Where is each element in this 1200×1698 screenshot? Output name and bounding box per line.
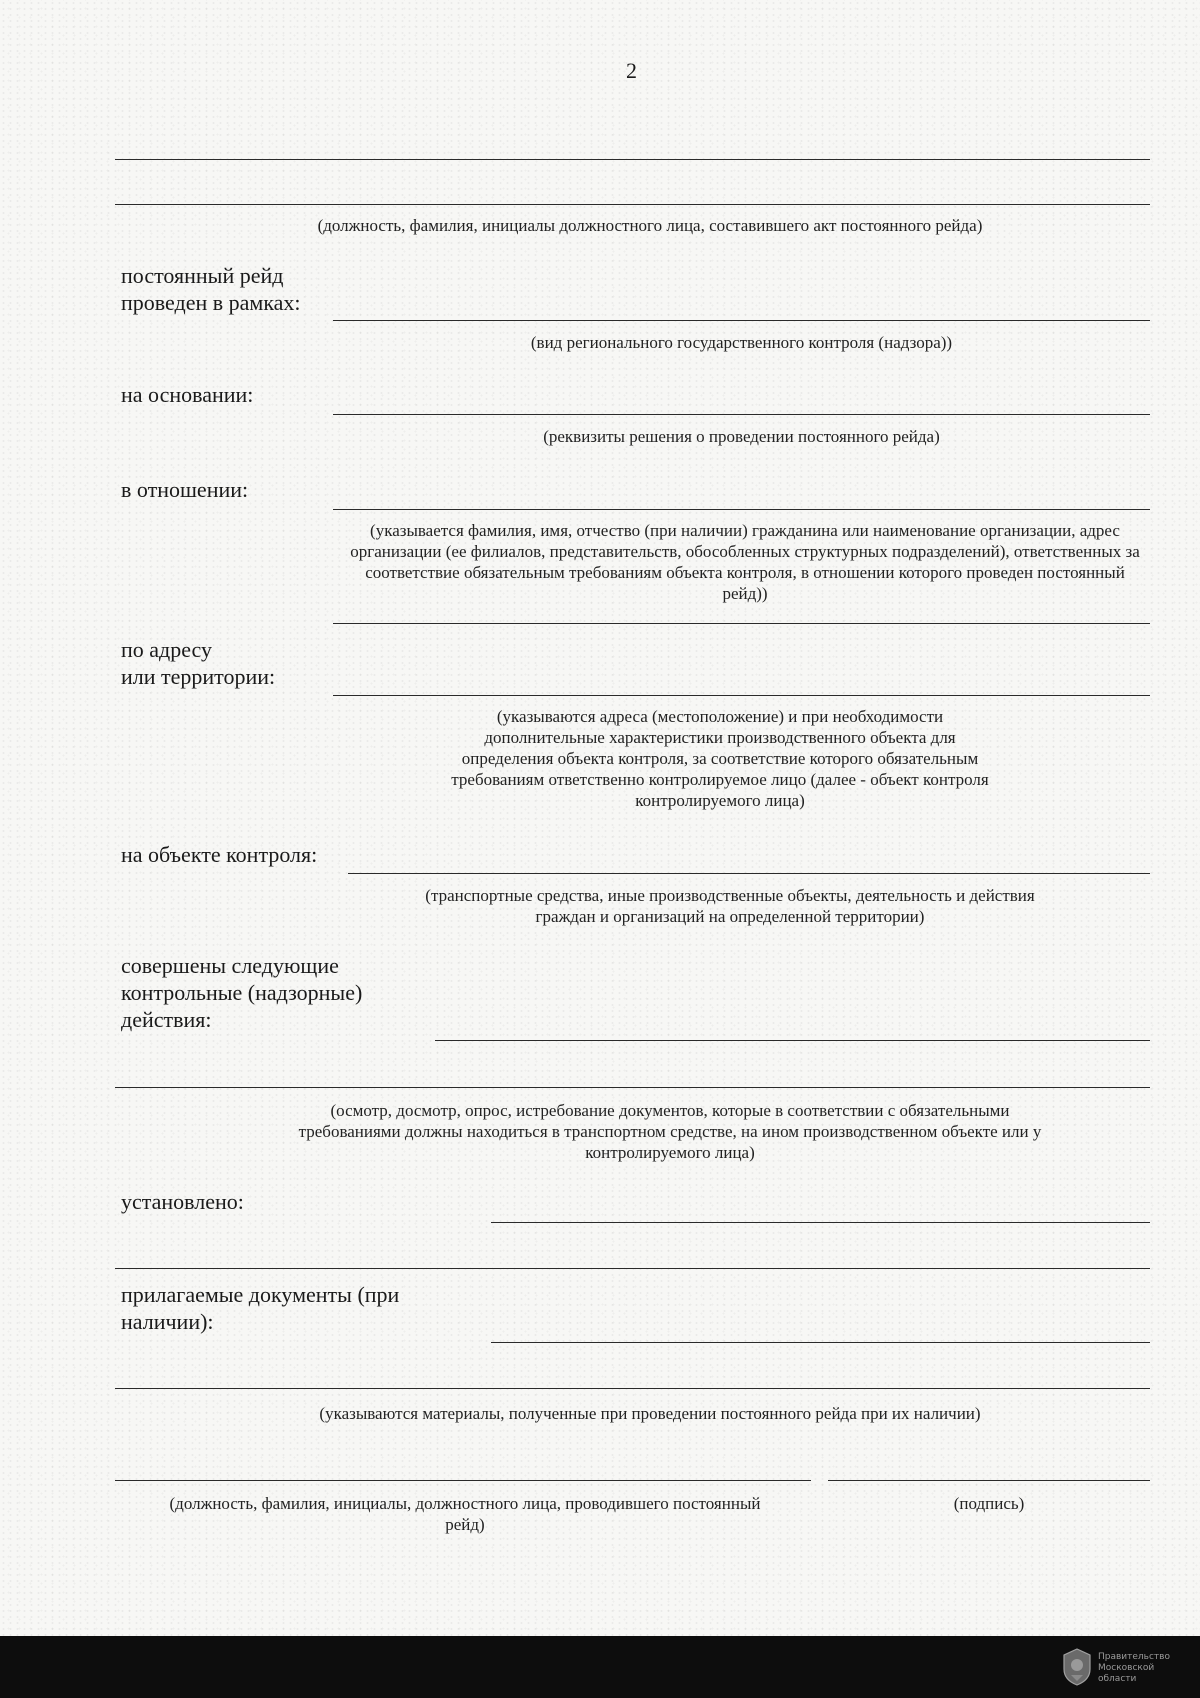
actions-label-line3: действия:: [121, 1007, 212, 1032]
coat-of-arms-icon: [1060, 1647, 1094, 1687]
basis-label: на основании:: [121, 382, 254, 407]
attachments-line-1: [491, 1342, 1150, 1343]
official-line-2: [115, 204, 1150, 205]
signature-hint: (подпись): [953, 1494, 1025, 1513]
page-number: 2: [626, 58, 637, 83]
footer-org-line2: Московской области: [1098, 1663, 1155, 1684]
footer-organization: [1098, 1652, 1194, 1685]
decision-hint: (реквизиты решения о проведении постоянного рейда): [543, 427, 940, 446]
basis-line: [333, 414, 1150, 415]
attachments-line-2: [115, 1388, 1150, 1389]
address-label-line1: по адресу: [121, 637, 213, 662]
footer-bar: [0, 1636, 1200, 1698]
actions-label-line2: контрольные (надзорные): [121, 980, 363, 1005]
established-line-1: [491, 1222, 1150, 1223]
address-hint: (указываются адреса (местоположение) и при необходимости дополнительные характеристики производственного объекта для определения объекта контроля, за соответствие которого обязательным требованиям ответственно контролируемое лицо (далее - объект контроля контролируемого лица): [451, 707, 989, 810]
signer-hint: (должность, фамилия, инициалы, должностного лица, проводившего постоянный рейд): [169, 1494, 761, 1534]
object-hint: (транспортные средства, иные производственные объекты, деятельность и действия граждан и организаций на определенной территории): [425, 886, 1035, 926]
address-line: [333, 695, 1150, 696]
attachments-hint: (указываются материалы, полученные при проведении постоянного рейда при их наличии): [319, 1404, 981, 1423]
regarding-line: [333, 509, 1150, 510]
official-line-1: [115, 159, 1150, 160]
subject-hint: (указывается фамилия, имя, отчество (при наличии) гражданина или наименование организации, адрес организации (ее филиалов, представительств, обособленных структурных подразделений), ответственных за соответствие обязательным требованиям объекта контроля, в отношении которого проведен постоянный рейд)): [350, 521, 1140, 603]
object-line: [348, 873, 1150, 874]
actions-line-2: [115, 1087, 1150, 1088]
object-label: на объекте контроля:: [121, 842, 318, 867]
control-type-hint: (вид регионального государственного контроля (надзора)): [530, 333, 953, 352]
raid-scope-label-line1: постоянный рейд: [121, 263, 284, 288]
actions-label-line1: совершены следующие: [121, 953, 339, 978]
attachments-label-line2: наличии):: [121, 1309, 214, 1334]
raid-scope-label-line2: проведен в рамках:: [121, 290, 301, 315]
regarding-line-2: [333, 623, 1150, 624]
official-hint: (должность, фамилия, инициалы должностного лица, составившего акт постоянного рейда): [317, 216, 983, 235]
established-label: установлено:: [121, 1189, 244, 1214]
raid-scope-line: [333, 320, 1150, 321]
attachments-label-line1: прилагаемые документы (при: [121, 1282, 400, 1307]
signer-line: [115, 1480, 811, 1481]
established-line-2: [115, 1268, 1150, 1269]
actions-line-1: [435, 1040, 1150, 1041]
actions-hint: (осмотр, досмотр, опрос, истребование документов, которые в соответствии с обязательными требованиями должны находиться в транспортном средстве, на ином производственном объекте или у контролируемого лица): [298, 1101, 1042, 1162]
footer-org-line1: Правительство: [1098, 1652, 1170, 1662]
signature-line: [828, 1480, 1150, 1481]
address-label-line2: или территории:: [121, 664, 276, 689]
regarding-label: в отношении:: [121, 477, 249, 502]
